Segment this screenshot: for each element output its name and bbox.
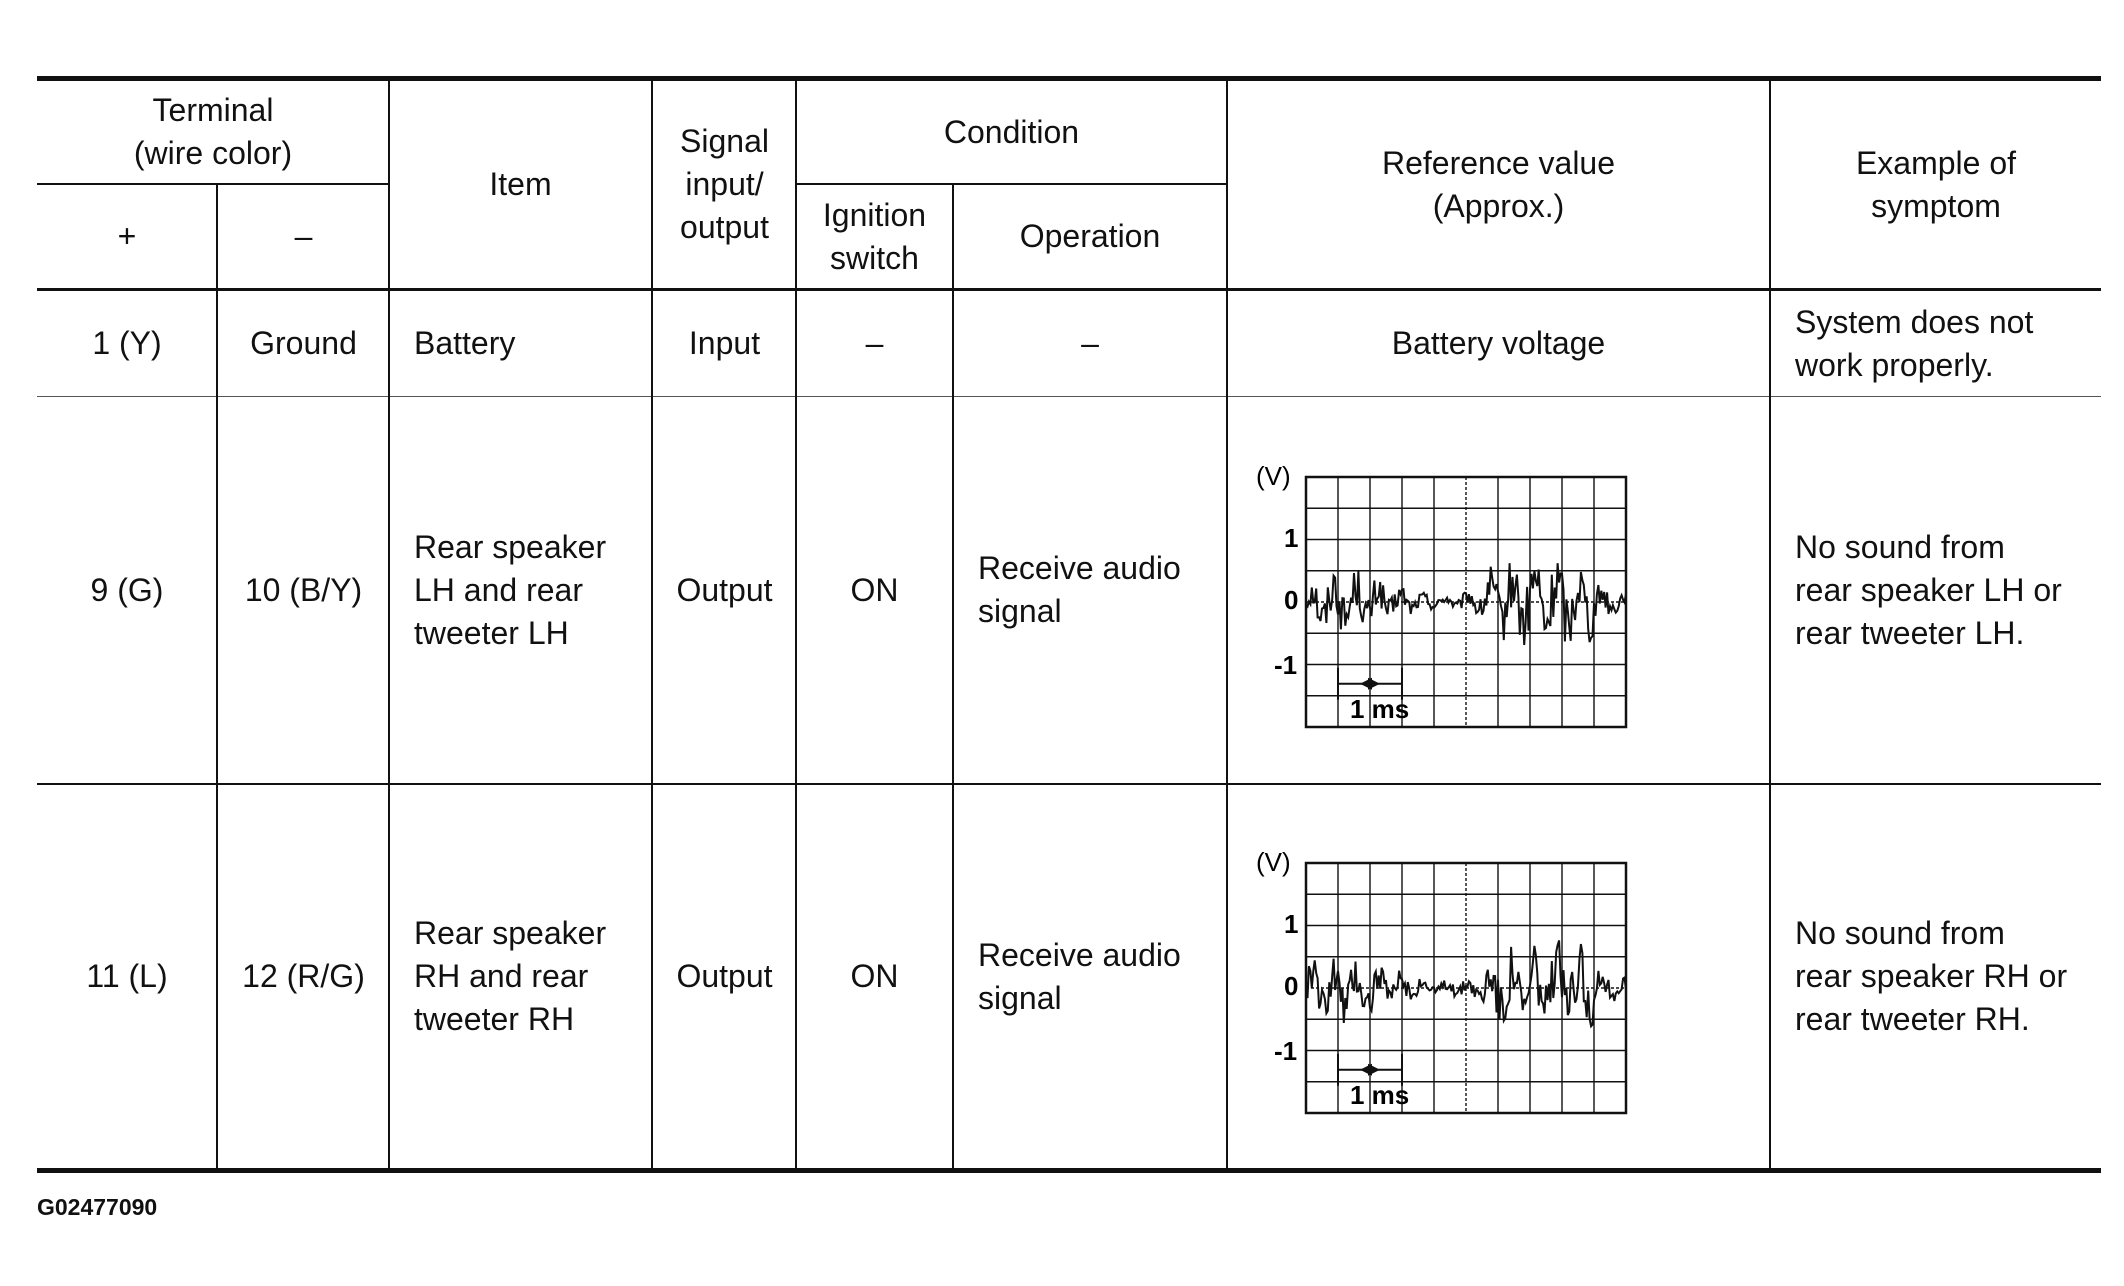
table-row-3-minus: 12 (R/G) [242,958,365,994]
scope-y-label-1: 1 [1284,523,1299,553]
table-row-2-symptom: No sound from rear speaker LH or rear tweeter LH. [1795,528,2062,651]
scope-time-label: 1 ms [1350,694,1410,724]
scope-unit-label: (V) [1256,847,1291,877]
figure-id: G02477090 [37,1194,158,1220]
oscilloscope-waveform-lh [1250,455,1630,735]
table-row-3-operation: Receive audio signal [978,936,1181,1016]
marker-arrow-left [1360,678,1372,690]
scope-y-label-neg1: -1 [1274,650,1298,680]
header-operation: Operation [1019,218,1161,254]
header-minus: – [294,218,313,254]
header-reference: Reference value (Approx.) [1381,144,1616,224]
table-row-2-minus: 10 (B/Y) [244,571,363,608]
header-signal: Signal input/ output [680,123,769,245]
table-row-2-plus: 9 (G) [90,571,164,608]
scope-y-label-0: 0 [1284,971,1299,1001]
waveform-graph [1250,455,1630,735]
scope-y-label-neg1: -1 [1274,1036,1298,1066]
scope-time-label: 1 ms [1350,1080,1410,1110]
table-row-3-symptom: No sound from rear speaker RH or rear tweeter RH. [1795,915,2068,1037]
oscilloscope-waveform-rh [1250,841,1630,1121]
table-row-1-reference: Battery voltage [1391,325,1606,361]
table-row-1-item: Battery [414,325,516,361]
table-row-2-signal: Output [676,571,773,608]
table-row-3-item: Rear speaker RH and rear tweeter RH [414,915,607,1037]
table-row-2-ignition: ON [850,571,899,608]
header-terminal: Terminal (wire color) [133,92,293,171]
table-row-1-plus: 1 (Y) [92,325,162,361]
scope-unit-label: (V) [1256,461,1291,491]
table-row-1-operation: – [1081,325,1099,361]
table-row-1-minus: Ground [250,325,357,361]
waveform-graph [1250,841,1630,1121]
scope-y-label-0: 0 [1284,585,1299,615]
scope-y-label-1: 1 [1284,909,1299,939]
table-row-2-item: Rear speaker LH and rear tweeter LH [414,528,607,651]
table-row-3-signal: Output [676,958,773,994]
header-ignition: Ignition switch [822,196,927,276]
header-condition: Condition [943,113,1080,150]
table-row-3-ignition: ON [850,958,899,994]
table-row-3-plus: 11 (L) [86,958,168,994]
table-row-1-symptom: System does not work properly. [1795,303,2034,383]
table-row-1-signal: Input [688,325,761,361]
table-bottom-rule [37,1168,2101,1173]
marker-arrow-left [1360,1064,1372,1076]
header-plus: + [117,218,137,254]
table-row-2-operation: Receive audio signal [978,550,1181,629]
scope-grid [1306,477,1626,727]
header-item: Item [489,166,552,202]
header-example: Example of symptom [1855,144,2017,224]
table-row-1-ignition: – [865,325,884,361]
